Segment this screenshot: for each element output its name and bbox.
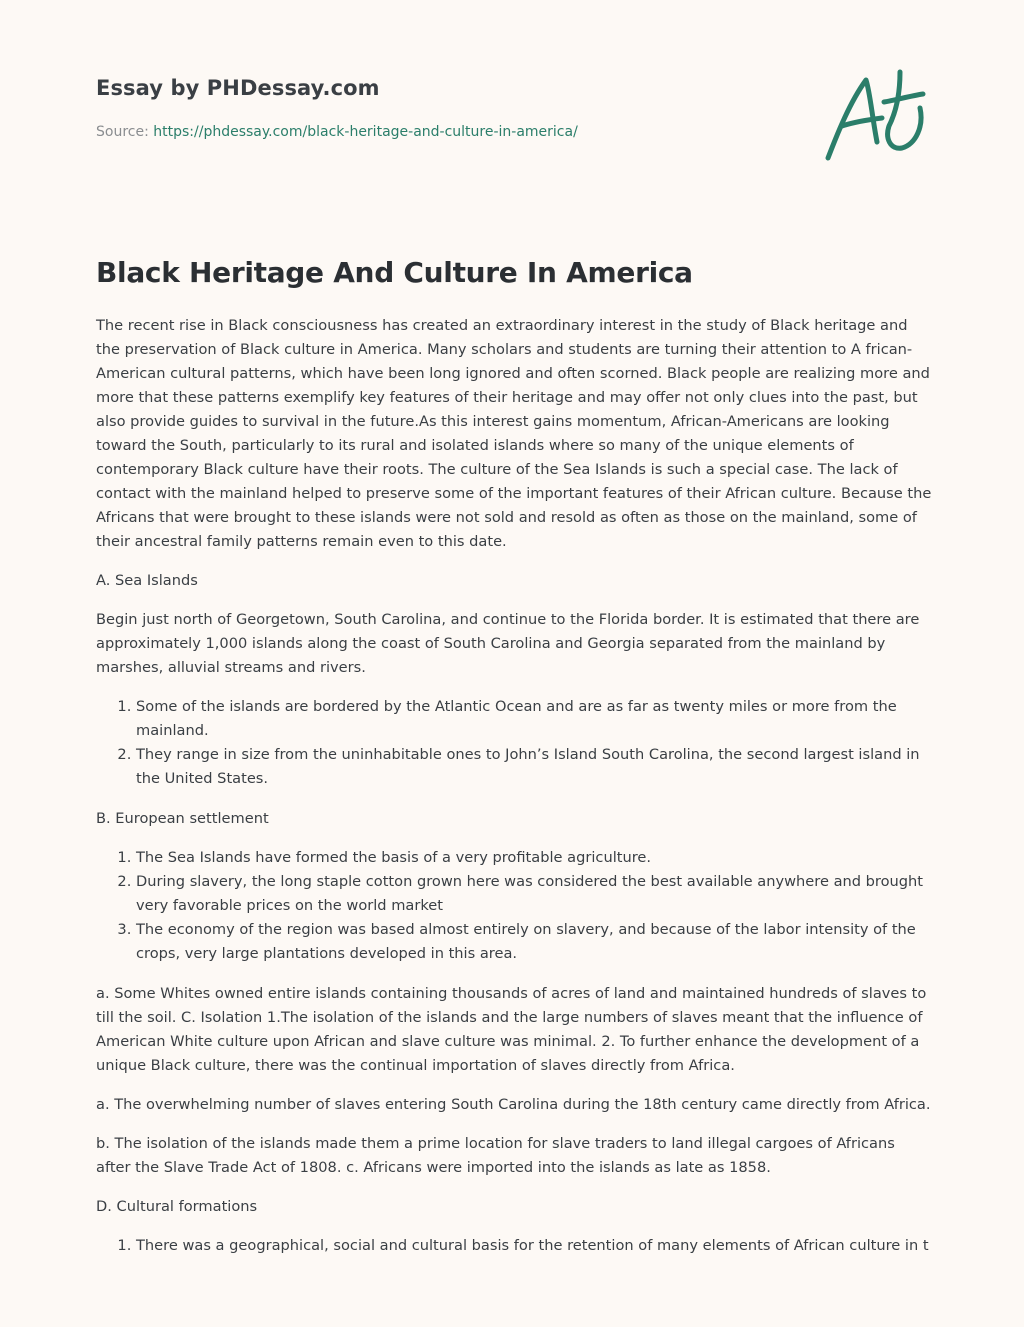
list-item: 2. During slavery, the long staple cotton grown here was considered the best available anywhere and brought very favorable prices on the world market bbox=[136, 870, 932, 918]
list-item: 1. Some of the islands are bordered by the Atlantic Ocean and are as far as twenty miles or more from the mainland. bbox=[136, 695, 932, 743]
sea-islands-list bbox=[96, 695, 932, 791]
a-plus-grade-icon bbox=[820, 66, 930, 166]
list-item: 1. The Sea Islands have formed the basis of a very profitable agriculture. bbox=[136, 846, 932, 870]
sea-islands-paragraph: Begin just north of Georgetown, South Carolina, and continue to the Florida border. It is estimated that there are approximately 1,000 islands along the coast of South Carolina and Georgia separated from the mainland by marshes, alluvial streams and rivers. bbox=[96, 611, 920, 676]
list-item: 2. They range in size from the uninhabitable ones to John’s Island South Carolina, the second largest island in the United States. bbox=[136, 743, 932, 791]
body-paragraph: b. The isolation of the islands made them a prime location for slave traders to land illegal cargoes of Africans after the Slave Trade Act of 1808. c. Africans were imported into the islands as late as 1858. bbox=[96, 1135, 895, 1176]
essay-title: Black Heritage And Culture In America bbox=[96, 256, 693, 289]
brand-title: Essay by PHDessay.com bbox=[96, 76, 380, 100]
list-item: 1. There was a geographical, social and cultural basis for the retention of many elements of African culture in t bbox=[136, 1234, 932, 1258]
body-paragraph: a. Some Whites owned entire islands containing thousands of acres of land and maintained hundreds of slaves to till the soil. C. Isolation 1.The isolation of the islands and the large numbers of slaves meant that the influence of American White culture upon African and slave culture was minimal. 2. To further enhance the development of a unique Black culture, there was the continual importation of slaves directly from Africa. bbox=[96, 985, 927, 1074]
list-item: 3. The economy of the region was based almost entirely on slavery, and because of the labor intensity of the crops, very large plantations developed in this area. bbox=[136, 918, 932, 966]
intro-paragraph: The recent rise in Black consciousness has created an extraordinary interest in the study of Black heritage and the preservation of Black culture in America. Many scholars and students are turning their attention to A frican-American cultural patterns, which have been long ignored and often scorned. Black people are realizing more and more that these patterns exemplify key features of their heritage and may offer not only clues into the past, but also provide guides to survival in the future.As this interest gains momentum, African-Americans are looking toward the South, particularly to its rural and isolated islands where so many of the unique elements of contemporary Black culture have their roots. The culture of the Sea Islands is such a special case. The lack of contact with the mainland helped to preserve some of the important features of their African culture. Because the Africans that were brought to these islands were not sold and resold as often as those on the mainland, some of their ancestral family patterns remain even to this date. bbox=[96, 317, 932, 550]
section-heading-european-settlement: B. European settlement bbox=[96, 810, 269, 827]
european-settlement-list bbox=[96, 846, 932, 966]
body-paragraph: a. The overwhelming number of slaves entering South Carolina during the 18th century came directly from Africa. bbox=[96, 1096, 931, 1113]
source-label: Source: bbox=[96, 124, 154, 140]
cultural-formations-list bbox=[96, 1234, 932, 1258]
source-line bbox=[96, 124, 578, 140]
section-heading-cultural-formations: D. Cultural formations bbox=[96, 1198, 258, 1215]
source-link[interactable]: https://phdessay.com/black-heritage-and-culture-in-america/ bbox=[153, 124, 578, 140]
page-header bbox=[96, 0, 932, 200]
essay-body bbox=[96, 314, 932, 1274]
section-heading-sea-islands: A. Sea Islands bbox=[96, 572, 198, 589]
essay-page bbox=[96, 0, 932, 1254]
